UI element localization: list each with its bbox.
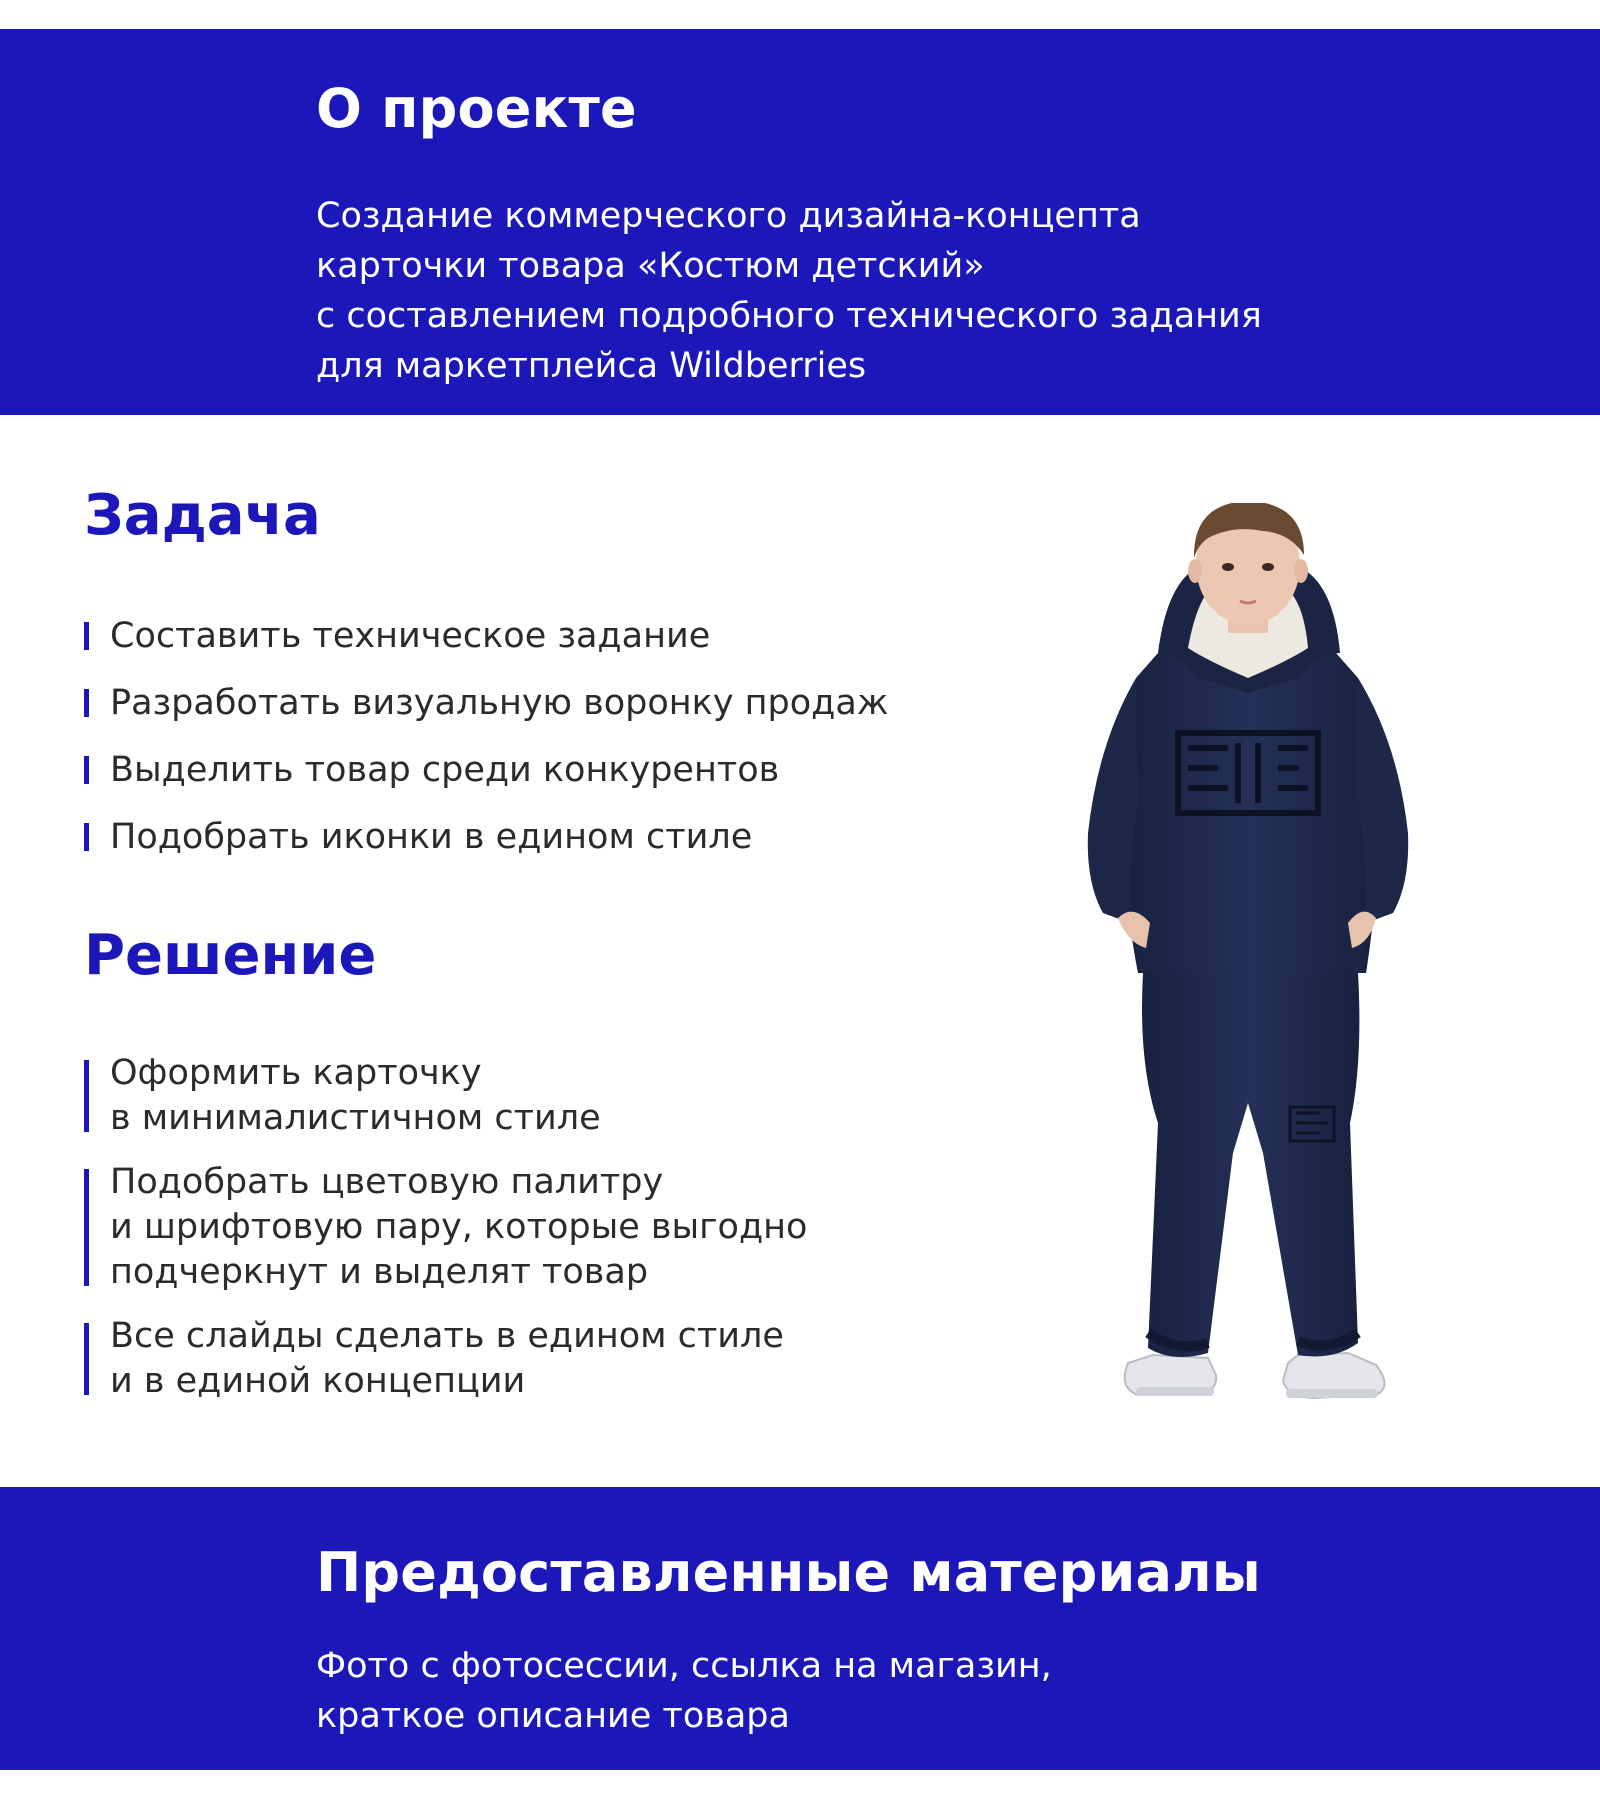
about-title: О проекте	[316, 77, 637, 140]
task-item: Составить техническое задание	[84, 613, 888, 659]
task-item: Подобрать иконки в едином стиле	[84, 814, 888, 860]
pants	[1142, 973, 1359, 1357]
solution-line: и в единой концепции	[110, 1361, 526, 1401]
solution-item	[84, 1160, 807, 1295]
task-title: Задача	[84, 483, 321, 548]
materials-title: Предоставленные материалы	[316, 1541, 1261, 1604]
materials-banner	[0, 1487, 1600, 1770]
product-photo	[1058, 503, 1438, 1443]
about-line: для маркетплейса Wildberries	[316, 346, 867, 386]
task-item: Разработать визуальную воронку продаж	[84, 680, 888, 726]
solution-line: Оформить карточку	[110, 1053, 482, 1093]
task-item: Выделить товар среди конкурентов	[84, 747, 888, 793]
solution-item	[84, 1314, 807, 1404]
solution-line: Подобрать цветовую палитру	[110, 1162, 664, 1202]
solution-title: Решение	[84, 923, 377, 988]
about-line: с составлением подробного технического задания	[316, 296, 1262, 336]
task-list	[84, 613, 888, 881]
solution-line: в минималистичном стиле	[110, 1098, 601, 1138]
about-line: карточки товара «Костюм детский»	[316, 246, 985, 286]
about-description	[316, 191, 1262, 391]
materials-line: краткое описание товара	[316, 1696, 790, 1736]
solution-list	[84, 1051, 807, 1423]
shoes	[1125, 1353, 1385, 1398]
about-line: Создание коммерческого дизайна-концепта	[316, 196, 1141, 236]
solution-line: Все слайды сделать в едином стиле	[110, 1316, 784, 1356]
solution-line: и шрифтовую пару, которые выгодно	[110, 1207, 808, 1247]
solution-item	[84, 1051, 807, 1141]
materials-line: Фото с фотосессии, ссылка на магазин,	[316, 1646, 1052, 1686]
materials-description	[316, 1641, 1052, 1741]
about-banner	[0, 29, 1600, 415]
solution-line: подчеркнут и выделят товар	[110, 1252, 649, 1292]
